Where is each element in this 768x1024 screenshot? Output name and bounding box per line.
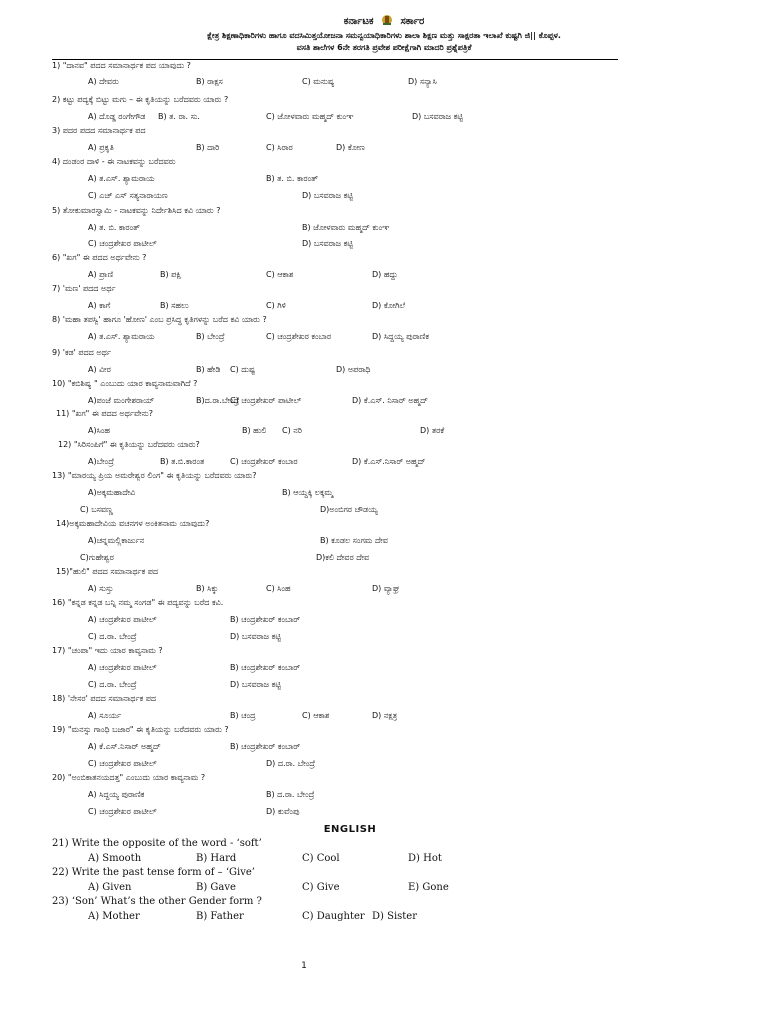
answer-option: B) ಹೇಡಿ: [196, 365, 221, 374]
answer-option: A) ತ. ಬಿ. ಕಾರಂತ್: [88, 223, 140, 232]
answer-option: B) ಚಂದ್ರಶೇಖರ್ ಕಂಬಾರ್: [230, 663, 301, 672]
answer-option: B) ತ. ಬಿ. ಕಾರಂತ್: [266, 174, 318, 183]
answer-option: D) ಕೆ.ಎಸ್.ನಿಸಾರ್ ಅಹ್ಮದ್: [352, 457, 426, 466]
answer-option: A)ಚನ್ನಮಲ್ಲಿಕಾರ್ಜುನ: [88, 536, 145, 545]
answer-option: A) ಸುಸ್ತು: [88, 584, 114, 593]
exam-title: ವಸತಿ ಶಾಲೆಗಳ 6ನೇ ತರಗತಿ ಪ್ರವೇಶ ಪರೀಕ್ಷೆಗಾಗಿ ಮಾದರಿ ಪ್ರಶ್ನೆಪತ್ರಿಕೆ: [296, 43, 472, 52]
answer-option: C) Give: [302, 882, 340, 893]
question-text: 13) "ಮಾರಯ್ಯ ಪ್ರಿಯ ಅಮರೇಶ್ವರ ಲಿಂಗ" ಈ ಕೃತಿಯನ್ನು ಬರೆದವರು ಯಾರು?: [52, 471, 257, 480]
question-text: 23) ‘Son’ What’s the other Gender form ?: [52, 896, 262, 907]
answer-option: D) ಕೋಗಿಲೆ: [372, 301, 406, 310]
title-karnataka: ಕರ್ನಾಟಕ: [343, 16, 374, 27]
answer-option: C) Daughter: [302, 911, 365, 922]
answer-option: D) ಕೆ.ಎಸ್. ನಿಸಾರ್ ಅಹ್ಮದ್: [352, 396, 428, 405]
answer-option: B) Gave: [196, 882, 236, 893]
answer-option: D) ಬಸವರಾಜ ಕಟ್ಟಿ: [230, 680, 281, 689]
question-text: 8) 'ಮಹಾ ತಪಸ್ವಿ' ಹಾಗೂ 'ಹೋಣ' ಎಂಬ ಪ್ರಸಿದ್ಧ ಕೃತಿಗಳನ್ನು ಬರೆದ ಕವಿ ಯಾರು ?: [52, 315, 267, 324]
answer-option: C) ಆಕಾಶ: [266, 270, 294, 279]
answer-option: C) ಸಿರಾರ: [266, 143, 293, 152]
answer-option: D) ತರಕೆ: [420, 426, 445, 435]
answer-option: C) ಆಕಾಶ: [302, 711, 330, 720]
answer-option: C) ಗಿಳಿ: [266, 301, 286, 310]
answer-option: A) ಕಾಗೆ: [88, 301, 111, 310]
answer-option: C) ಚಂದ್ರಶೇಖರ ಪಾಟೀಲ್: [88, 807, 157, 816]
answer-option: C) Cool: [302, 853, 340, 864]
question-text: 11) "ಖಗ" ಈ ಪದದ ಅರ್ಥವೇನು?: [56, 409, 153, 418]
answer-option: A) Mother: [88, 911, 140, 922]
question-text: 1) "ದಾನವ" ಪದದ ಸಮಾನಾರ್ಥಕ ಪದ ಯಾವುದು ?: [52, 61, 191, 70]
answer-option: B) ತ.ಬಿ.ಕಾರಂತ: [160, 457, 205, 466]
page-number: 1: [301, 961, 307, 971]
question-text: 19) "ಮನಸ್ಸು ಗಾಂಧಿ ಬಜಾರ" ಈ ಕೃತಿಯನ್ನು ಬರೆದವರು ಯಾರು ?: [52, 725, 229, 734]
question-text: 22) Write the past tense form of – ‘Give’: [52, 867, 255, 878]
question-text: 4) ದಂಡಂರ ದಾಳಿ - ಈ ನಾಟಕವನ್ನು ಬರೆದವರು: [52, 157, 176, 166]
question-text: 5) ತೋಕುಮಾರಸ್ವಾಮಿ - ನಾಟಕವನ್ನು ನಿರ್ದೇಶಿಸಿದ ಕವಿ ಯಾರು ?: [52, 206, 221, 215]
answer-option: A)ಪಂಜೆ ಮಂಗೇಶರಾಯ್: [88, 396, 155, 405]
answer-option: D) ಬಸವರಾಜ ಕಟ್ಟಿ: [412, 112, 463, 121]
answer-option: C) ಚಂದ್ರಶೇಖರ ಪಾಟೀಲ್: [88, 759, 157, 768]
question-text: 17) "ಚಂಪಾ" ಇದು ಯಾರ ಕಾವ್ಯನಾಮ ?: [52, 646, 163, 655]
answer-option: A) ಕೆ.ಎಸ್.ನಿಸಾರ್ ಅಹ್ಮದ್: [88, 742, 161, 751]
answer-option: C) ನರಿ: [282, 426, 302, 435]
answer-option: B) ಬೇಂದ್ರೆ: [196, 332, 225, 341]
answer-option: A) ತ.ಎಸ್. ಶ್ಯಾಮರಾಯ: [88, 332, 155, 341]
answer-option: C)ಗುಹೇಶ್ವರ: [80, 553, 114, 562]
answer-option: D)ಕಲಿ ದೇವರ ದೇವ: [316, 553, 370, 562]
answer-option: A) ದೇವರು: [88, 77, 119, 86]
answer-option: C) ಚಂದ್ರಶೇಖರ್ ಪಾಟೀಲ್: [230, 396, 302, 405]
answer-option: A)ಅಕ್ಕಮಹಾದೇವಿ: [88, 488, 136, 497]
department-line: ಕ್ಷೇತ್ರ ಶಿಕ್ಷಣಾಧಿಕಾರಿಗಳು ಹಾಗೂ ವದಸಿಮಿತ್ತಯೋಜನಾ ಸಮನ್ವಯಾಧಿಕಾರಿಗಳು ಶಾಲಾ ಶಿಕ್ಷಣ ಮತ್ತು ಸಾಕ್ಷರತಾ ಇಲಾಖೆ ಕುಷ್ಟಗಿ ಜಿ|| ಕೊಪ್ಪಳ.: [207, 31, 561, 40]
answer-option: A) ಪ್ರಕೃತಿ: [88, 143, 114, 152]
answer-option: B) ಚಂದ್ರಶೇಖರ್ ಕಂಬಾರ್: [230, 615, 301, 624]
answer-option: A) ಚಂದ್ರಶೇಖರ ಪಾಟೀಲ್: [88, 615, 157, 624]
answer-option: D) ವ್ಯಾಘ್ರ: [372, 584, 400, 593]
answer-option: D) ಸನ್ಯಾಸಿ: [408, 77, 437, 86]
answer-option: B)ದ.ರಾ.ಬೇಂದ್ರೆ: [196, 396, 240, 405]
answer-option: B) ತ. ರಾ. ಸು.: [158, 112, 200, 121]
answer-option: B) ಜೋಳವಾರು ಮಹ್ಮದ್ ಕುಂಞ: [302, 223, 390, 232]
question-text: 3) ಪದರ ಪದದ ಸಮಾನಾರ್ಥಕ ಪದ: [52, 126, 146, 135]
answer-option: A) ಸೂರ್ಯ: [88, 711, 122, 720]
question-text: 14)ಅಕ್ಕಮಹಾದೇವಿಯ ವಚನಗಳ ಅಂಕಿತನಾಮ ಯಾವುದು?: [56, 519, 210, 528]
answer-option: B) ದಾರಿ: [196, 143, 220, 152]
answer-option: A) ಸಿದ್ದಯ್ಯ ಪುರಾಣಿಕ: [88, 790, 145, 799]
answer-option: B) ಚಂದ್ರಶೇಖರ್ ಕಂಬಾರ್: [230, 742, 301, 751]
question-text: 15)"ಹುಲಿ" ಪದದ ಸಮಾನಾರ್ಥಕ ಪದ: [56, 567, 159, 576]
answer-option: D) Sister: [372, 911, 417, 922]
answer-option: B) ಚಂದ್ರ: [230, 711, 256, 720]
answer-option: C) ದ.ರಾ. ಬೇಂದ್ರೆ: [88, 632, 137, 641]
answer-option: A) ಚಂದ್ರಶೇಖರ ಪಾಟೀಲ್: [88, 663, 157, 672]
answer-option: D) ನಕ್ಷತ್ರ: [372, 711, 398, 720]
question-text: 18) 'ನೇಸರ' ಪದದ ಸಮಾನಾರ್ಥಕ ಪದ: [52, 694, 157, 703]
answer-option: A) ವೀರ: [88, 365, 111, 374]
answer-option: D) ಹದ್ದು: [372, 270, 398, 279]
question-text: 21) Write the opposite of the word - ‘soft’: [52, 838, 262, 849]
answer-option: A) ದೊಡ್ಡ ರಂಗೇಗೌಡ: [88, 112, 146, 121]
state-emblem-icon: [380, 14, 394, 26]
answer-option: B) ಸಿಕ್ಕು: [196, 584, 219, 593]
answer-option: D) ಬಸವರಾಜ ಕಟ್ಟಿ: [302, 239, 353, 248]
answer-option: C) ದ.ರಾ. ಬೇಂದ್ರೆ: [88, 680, 137, 689]
answer-option: A) Given: [88, 882, 132, 893]
answer-option: D) ಸಿದ್ದಯ್ಯ ಪುರಾಣಿಕ: [372, 332, 430, 341]
answer-option: B) Hard: [196, 853, 237, 864]
question-text: 2) ಕಟ್ಟು ಪದ್ಯಕ್ಕೆ ಬಿಟ್ಟು ಮಗು – ಈ ಕೃತಿಯನ್ನು ಬರೆದವರು ಯಾರು ?: [52, 95, 229, 104]
question-text: 9) 'ಕಡ' ಪದದ ಅರ್ಥ: [52, 348, 111, 357]
answer-option: D) ಬಸವರಾಜ ಕಟ್ಟಿ: [230, 632, 281, 641]
answer-option: C) ಮನುಷ್ಯ: [302, 77, 335, 86]
question-text: 7) 'ಮಣ' ಪದದ ಅರ್ಥ: [52, 284, 116, 293]
document-header: [0, 14, 768, 54]
answer-option: A) ಪ್ರಾಣಿ: [88, 270, 114, 279]
answer-option: B) ಹುಲಿ: [242, 426, 267, 435]
government-title: [0, 14, 768, 29]
answer-option: B) ರಾಕ್ಷಸ: [196, 77, 223, 86]
question-text: 12) "ಸಿರಿಸಂಪಿಗೆ" ಈ ಕೃತಿಯನ್ನು ಬರೆದವರು ಯಾರು?: [58, 440, 200, 449]
answer-option: D) ದ.ರಾ. ಬೇಂದ್ರೆ: [266, 759, 316, 768]
answer-option: C) ಬಸವಣ್ಣ: [80, 505, 113, 514]
answer-option: B) ಸಹಲು: [160, 301, 189, 310]
answer-option: C) ಚಂದ್ರಶೇಖರ್ ಕಂಬಾರ: [230, 457, 298, 466]
answer-option: D) ಅಪರಾಧಿ: [336, 365, 371, 374]
answer-option: D)ಅಂಬಿಗರ ಚೌಡಯ್ಯ: [320, 505, 378, 514]
answer-option: A) Smooth: [88, 853, 142, 864]
answer-option: A)ಸಿಂಹ: [88, 426, 110, 435]
answer-option: B) ಪಕ್ಷಿ: [160, 270, 182, 279]
answer-option: B) Father: [196, 911, 244, 922]
answer-option: A)ಬೇಂದ್ರೆ: [88, 457, 115, 466]
answer-option: C) ಚಂದ್ರಶೇಖರ ಕಂಬಾರ: [266, 332, 332, 341]
answer-option: C) ಚಂದ್ರಶೇಖರ ಪಾಟೀಲ್: [88, 239, 157, 248]
answer-option: C) ಸಿಂಹ: [266, 584, 291, 593]
question-text: 16) "ಕನ್ನಡ ಕನ್ನಡ ಬನ್ನಿ ನಮ್ಮ ಸಂಗಡ" ಈ ಪದ್ಯವನ್ನು ಬರೆದ ಕವಿ.: [52, 598, 224, 607]
answer-option: D) ಬಸವರಾಜ ಕಟ್ಟಿ: [302, 191, 353, 200]
question-text: 6) "ಖಗ" ಈ ಪದದ ಅರ್ಥವೇನು ?: [52, 253, 147, 262]
answer-option: B) ಆಯ್ದಕ್ಕಿ ಲಕ್ಕಮ್ಮ: [282, 488, 334, 497]
answer-option: D) ಕುವೆಂಪು: [266, 807, 300, 816]
question-text: 20) "ಅಂಬಿಕಾತನಯದತ್ತ" ಎಂಬುದು ಯಾರ ಕಾವ್ಯನಾಮ ?: [52, 773, 206, 782]
title-sarkara: ಸರ್ಕಾರ: [400, 16, 425, 27]
answer-option: D) Hot: [408, 853, 442, 864]
answer-option: C) ಎಚ್ ಎಸ್ ಸತ್ಯನಾರಾಯಣ: [88, 191, 168, 200]
answer-option: C) ದುಷ್ಟ: [230, 365, 255, 374]
answer-option: D) ಕೋಣ: [336, 143, 365, 152]
answer-option: A) ತ.ಎಸ್. ಶ್ಯಾಮರಾಯ: [88, 174, 155, 183]
answer-option: B) ಕೂಡಲ ಸಂಗಮ ದೇವ: [320, 536, 388, 545]
english-section-heading: ENGLISH: [323, 824, 377, 835]
question-text: 10) "ಕಬಿಶಿಷ್ಯ " ಎಂಬುದು ಯಾರ ಕಾವ್ಯನಾಮವಾಗಿದೆ ?: [52, 379, 198, 388]
answer-option: E) Gone: [408, 882, 449, 893]
answer-option: B) ದ.ರಾ. ಬೇಂದ್ರೆ: [266, 790, 315, 799]
answer-option: C) ಜೋಳವಾರು ಮಹ್ಮದ್ ಕುಂಞ: [266, 112, 354, 121]
